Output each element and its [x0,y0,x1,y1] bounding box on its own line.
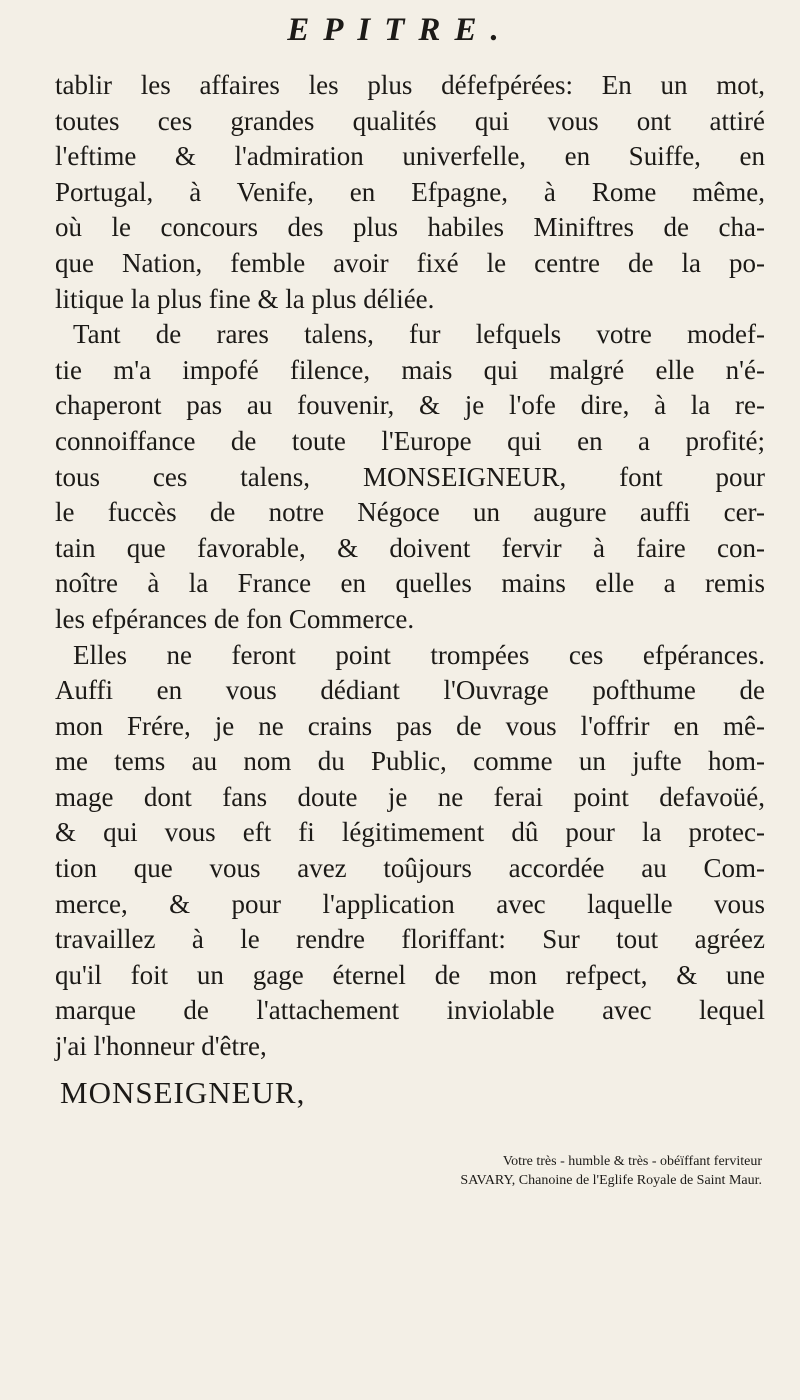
text-line: tablir les affaires les plus défefpérées: En un mot, [55,70,765,100]
text-line: mon Frére, je ne crains pas de vous l'offrir en mê- [55,710,765,741]
text-line: tain que favorable, & doivent fervir à faire con- [55,532,765,563]
text-line: travaillez à le rendre floriffant: Sur tout agréez [55,924,765,955]
text-line: que Nation, femble avoir fixé le centre de la po- [55,247,765,278]
text-line: merce, & pour l'application avec laquelle vous [55,888,765,919]
signature-name: SAVARY, Chanoine de l'Eglife Royale de Saint Maur. [460,1173,762,1188]
text-line: Elles ne feront point trompées ces efpérances. [73,639,765,670]
text-line: connoiffance de toute l'Europe qui en a profité; [55,425,765,456]
text-line: litique la plus fine & la plus déliée. [55,283,435,314]
text-line: toutes ces grandes qualités qui vous ont attiré [55,105,765,136]
running-head: EPITRE. [287,12,513,48]
text-line: tion que vous avez toûjours accordée au Com- [55,853,765,884]
text-line: Portugal, à Venife, en Efpagne, à Rome même, [55,176,765,207]
text-line: tie m'a impofé filence, mais qui malgré elle n'é- [55,354,765,385]
text-line: tous ces talens, MONSEIGNEUR, font pour [55,461,765,492]
text-line: chaperont pas au fouvenir, & je l'ofe dire, à la re- [55,390,765,421]
text-line: les efpérances de fon Commerce. [55,603,415,634]
text-line: mage dont fans doute je ne ferai point defavoüé, [55,781,765,812]
text-line: noître à la France en quelles mains elle a remis [55,568,765,599]
text-line: l'eftime & l'admiration univerfelle, en Suiffe, en [55,141,765,172]
signature-closing: Votre très - humble & très - obéïffant ferviteur [502,1154,762,1169]
text-line: qu'il foit un gage éternel de mon refpect, & une [55,959,765,990]
text-line: j'ai l'honneur d'être, [55,1031,267,1062]
text-line: me tems au nom du Public, comme un jufte hom- [55,746,765,777]
text-line: Tant de rares talens, fur lefquels votre modef- [73,319,765,350]
epistle-body [55,68,765,1065]
signature-block [460,1152,762,1190]
salutation: MONSEIGNEUR, [60,1075,306,1110]
text-line: le fuccès de notre Négoce un augure auffi cer- [55,497,765,528]
text-line: marque de l'attachement inviolable avec lequel [55,995,765,1026]
text-line: Auffi en vous dédiant l'Ouvrage pofthume de [55,675,765,706]
text-line: où le concours des plus habiles Miniftres de cha- [55,212,765,243]
text-line: & qui vous eft fi légitimement dû pour la protec- [55,817,765,848]
